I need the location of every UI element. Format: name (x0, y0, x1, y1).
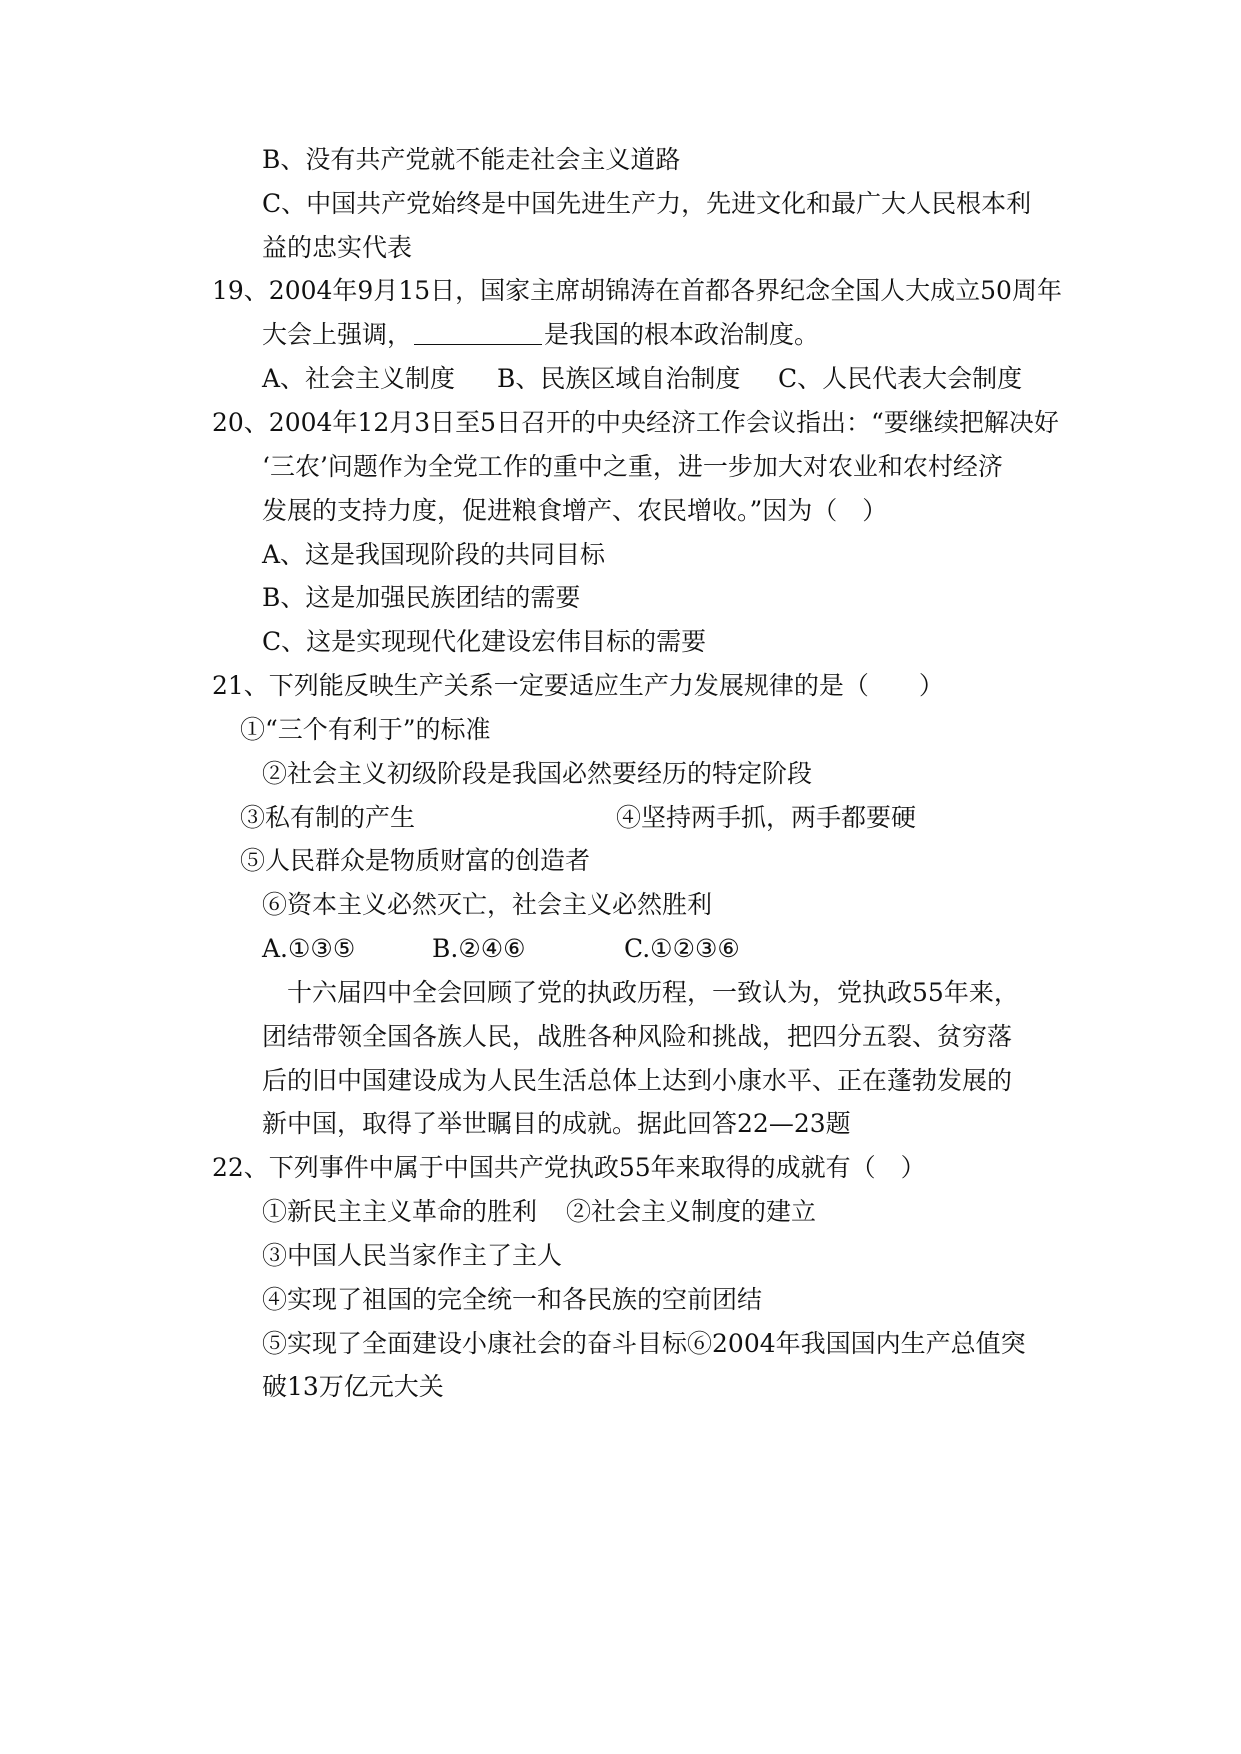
q20-option-c: C、这是实现现代化建设宏伟目标的需要 (262, 627, 707, 656)
q18-option-c: C、中国共产党始终是中国先进生产力，先进文化和最广大人民根本利 (262, 189, 1032, 218)
passage-line-1: 十六届四中全会回顾了党的执政历程，一致认为，党执政55年来， (287, 978, 1019, 1007)
q22-item-2: ②社会主义制度的建立 (566, 1197, 817, 1226)
q20-stem-cont-1: ‘三农’问题作为全党工作的重中之重，进一步加大对农业和农村经济 (262, 452, 1003, 481)
q22-item-6-cont: 破13万亿元大关 (262, 1372, 444, 1401)
q21-option-a: A.①③⑤ (262, 934, 356, 963)
q21-item-4: ④坚持两手抓，两手都要硬 (616, 803, 917, 832)
q21-option-c: C.①②③⑥ (624, 934, 740, 963)
q20-option-a: A、这是我国现阶段的共同目标 (262, 540, 606, 569)
q18-option-b: B、没有共产党就不能走社会主义道路 (262, 145, 681, 174)
q21-item-5: ⑤人民群众是物质财富的创造者 (240, 846, 591, 875)
q22-item-1: ①新民主主义革命的胜利 (262, 1197, 538, 1226)
q21-item-3: ③私有制的产生 (240, 803, 416, 832)
q22-item-4: ④实现了祖国的完全统一和各民族的空前团结 (262, 1285, 763, 1314)
passage-line-4: 新中国，取得了举世瞩目的成就。据此回答22—23题 (262, 1109, 851, 1138)
q19-stem: 19、2004年9月15日，国家主席胡锦涛在首都各界纪念全国人大成立50周年 (212, 276, 1062, 305)
q21-stem: 21、下列能反映生产关系一定要适应生产力发展规律的是（ ） (212, 671, 944, 700)
q20-stem: 20、2004年12月3日至5日召开的中央经济工作会议指出：“要继续把解决好 (212, 408, 1059, 437)
q21-option-b: B.②④⑥ (432, 934, 526, 963)
q19-stem-cont (262, 319, 819, 351)
answer-blank (414, 320, 542, 345)
q21-item-2: ②社会主义初级阶段是我国必然要经历的特定阶段 (262, 759, 813, 788)
q22-stem: 22、下列事件中属于中国共产党执政55年来取得的成就有（ ） (212, 1153, 926, 1182)
q21-item-1: ①“三个有利于”的标准 (240, 715, 491, 744)
q19-stem-after-blank: 是我国的根本政治制度。 (544, 320, 820, 349)
q22-item-5-6: ⑤实现了全面建设小康社会的奋斗目标⑥2004年我国国内生产总值突 (262, 1329, 1026, 1358)
q21-item-6: ⑥资本主义必然灭亡，社会主义必然胜利 (262, 890, 713, 919)
q18-option-c-cont: 益的忠实代表 (262, 233, 413, 262)
q19-option-c: C、人民代表大会制度 (778, 364, 1023, 393)
q20-option-b: B、这是加强民族团结的需要 (262, 583, 581, 612)
passage-line-3: 后的旧中国建设成为人民生活总体上达到小康水平、正在蓬勃发展的 (262, 1066, 1013, 1095)
q19-option-a: A、社会主义制度 (262, 364, 456, 393)
q19-stem-before-blank: 大会上强调， (262, 320, 413, 349)
q19-option-b: B、民族区域自治制度 (497, 364, 741, 393)
q20-stem-cont-2: 发展的支持力度，促进粮食增产、农民增收。”因为（ ） (262, 496, 888, 525)
passage-line-2: 团结带领全国各族人民，战胜各种风险和挑战，把四分五裂、贫穷落 (262, 1022, 1013, 1051)
q22-item-3: ③中国人民当家作主了主人 (262, 1241, 563, 1270)
